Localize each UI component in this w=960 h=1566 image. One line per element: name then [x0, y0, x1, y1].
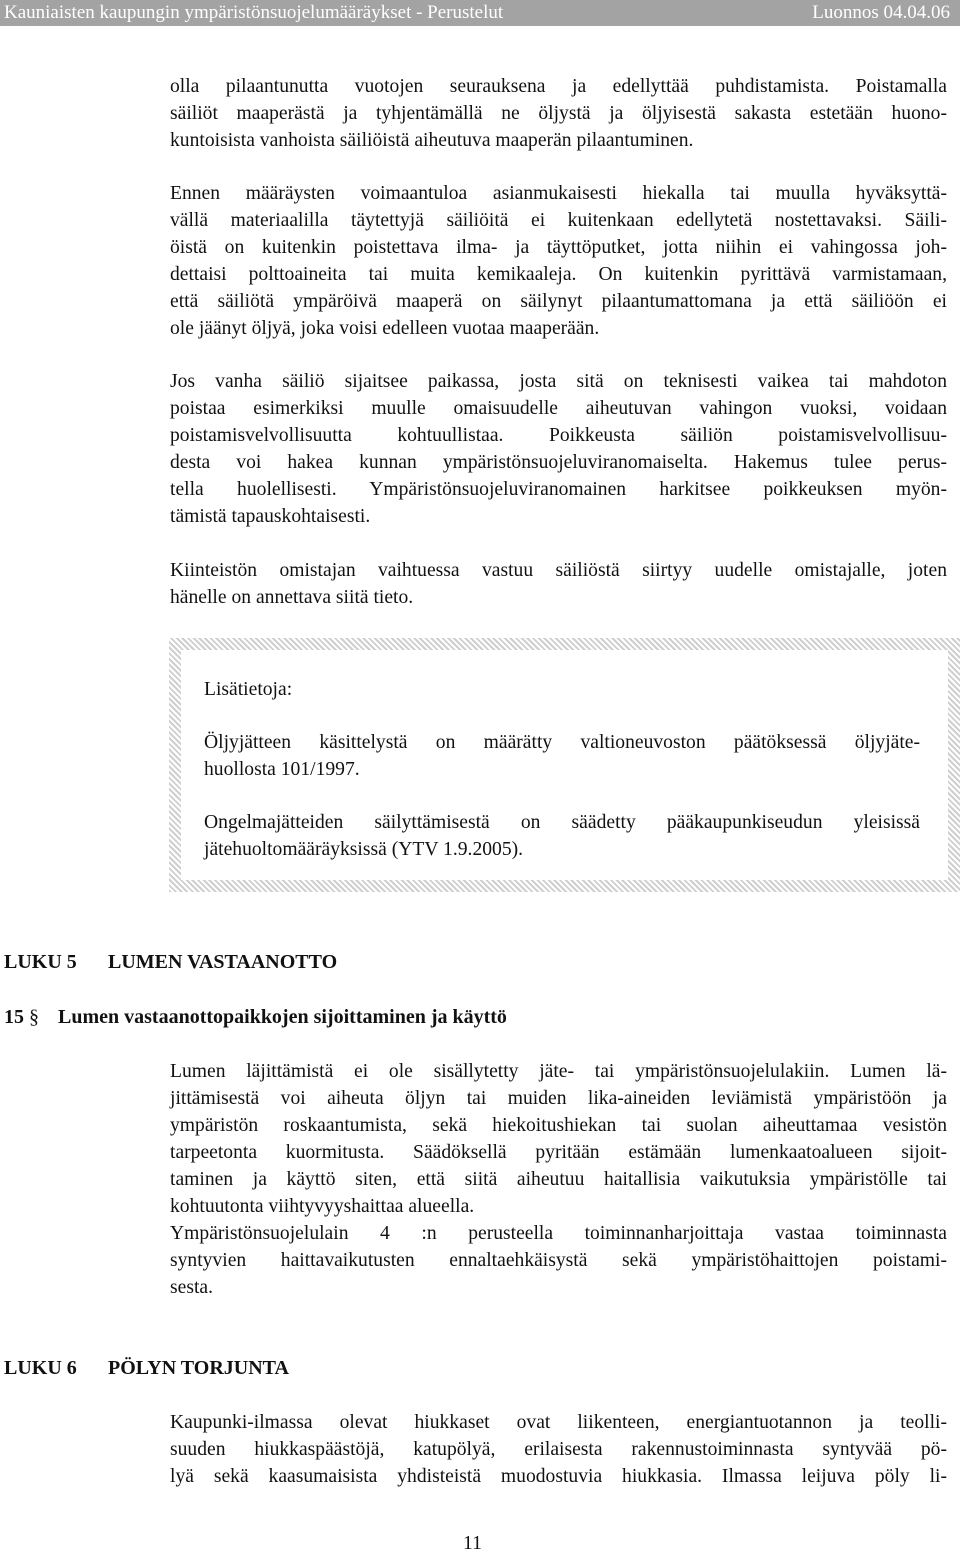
chapter-title: LUMEN VASTAANOTTO [108, 951, 338, 973]
text-line: ympäristön roskaantumista, sekä hiekoitushiekan tai suolan aiheuttamaa vesistön [170, 1115, 947, 1136]
text-line: Ennen määräysten voimaantuloa asianmukaisesti hiekalla tai muulla hyväksyttä- [170, 183, 947, 204]
section-15-heading [4, 1004, 507, 1031]
section-title: Lumen vastaanottopaikkojen sijoittaminen ja käyttö [58, 1006, 507, 1028]
text-line: tämistä tapauskohtaisesti. [170, 506, 371, 527]
text-line: Kiinteistön omistajan vaihtuessa vastuu säiliöstä siirtyy uudelle omistajalle, joten [170, 560, 947, 581]
paragraph-continued [170, 73, 947, 154]
text-line: sesta. [170, 1277, 213, 1298]
text-line: Ympäristönsuojelulain 4 :n perusteella toiminnanharjoittaja vastaa toiminnasta [170, 1223, 947, 1244]
section-sign-icon: § [29, 1006, 39, 1028]
additional-info-label: Lisätietoja: [204, 679, 293, 700]
text-line: lyä sekä kaasumaisista yhdisteistä muodostuvia hiukkasia. Ilmassa leijuva pöly li- [170, 1466, 947, 1487]
text-line: Öljyjätteen käsittelystä on määrätty valtioneuvoston päätöksessä öljyjäte- [204, 732, 920, 753]
text-line: olla pilaantunutta vuotojen seurauksena ja edellyttää puhdistamista. Poistamalla [170, 76, 947, 97]
text-line: Ongelmajätteiden säilyttämisestä on säädetty pääkaupunkiseudun yleisissä [204, 812, 920, 833]
text-line: tarpeetonta kuormitusta. Säädöksellä pyritään estämään lumenkaatoalueen sijoit- [170, 1142, 947, 1163]
text-line: suuden hiukkaspäästöjä, katupölyä, erilaisesta rakennustoiminnasta syntyvää pö- [170, 1439, 947, 1460]
text-line: että säiliötä ympäröivä maaperä on säilynyt pilaantumattomana ja että säiliöön ei [170, 291, 947, 312]
text-line: kohtuutonta viihtyvyyshaittaa alueella. [170, 1196, 475, 1217]
text-line: öistä on kuitenkin poistettava ilma- ja täyttöputket, jotta niihin ei vahingossa joh- [170, 237, 947, 258]
text-line: desta voi hakea kunnan ympäristönsuojeluviranomaiselta. Hakemus tulee perus- [170, 452, 947, 473]
paragraph-dust-sources [170, 1409, 947, 1490]
text-line: syntyvien haittavaikutusten ennaltaehkäisystä sekä ympäristöhaittojen poistami- [170, 1250, 947, 1271]
page-number: 11 [463, 1533, 482, 1554]
text-line: ole jäänyt öljyä, joka voisi edelleen vuotaa maaperään. [170, 318, 600, 339]
paragraph-ownership-change [170, 557, 947, 611]
text-line: taminen ja käyttö siten, että siitä aiheutuu haitallisia vaikutuksia ympäristölle tai [170, 1169, 947, 1190]
text-line: säiliöt maaperästä ja tyhjentämällä ne öljystä ja öljyisestä sakasta estetään huono- [170, 103, 947, 124]
text-line: kuntoisista vanhoista säiliöistä aiheutuva maaperän pilaantuminen. [170, 130, 694, 151]
paragraph-operator-responsibility [170, 1220, 947, 1301]
section-number: 15 § [4, 1006, 39, 1028]
text-line: Jos vanha säiliö sijaitsee paikassa, josta sitä on teknisesti vaikea tai mahdoton [170, 371, 947, 392]
text-line: poistaa esimerkiksi muulle omaisuudelle aiheutuvan vahingon vuoksi, voidaan [170, 398, 947, 419]
text-line: poistamisvelvollisuutta kohtuullistaa. Poikkeusta säiliön poistamisvelvollisuu- [170, 425, 947, 446]
running-header [0, 0, 960, 26]
info-item-oil-waste [204, 729, 920, 783]
text-line: Kaupunki-ilmassa olevat hiukkaset ovat liikenteen, energiantuotannon ja teolli- [170, 1412, 947, 1433]
text-line: huollosta 101/1997. [204, 759, 360, 780]
chapter-6-heading [4, 1355, 289, 1382]
text-line: vällä materiaalilla täytettyjä säiliöitä ei kuitenkaan edellytetä nostettavaksi. Säili- [170, 210, 947, 231]
text-line: dettaisi polttoaineita tai muita kemikaaleja. On kuitenkin pyrittävä varmistamaan, [170, 264, 947, 285]
text-line: jittämisestä voi aiheuta öljyn tai muiden lika-aineiden leviämistä ympäristöön ja [170, 1088, 947, 1109]
document-title: Kauniaisten kaupungin ympäristönsuojelumääräykset - Perustelut [4, 2, 504, 23]
chapter-5-heading [4, 949, 337, 976]
chapter-number: LUKU 5 [4, 951, 77, 973]
text-line: Lumen läjittämistä ei ole sisällytetty jäte- tai ympäristönsuojelulakiin. Lumen lä- [170, 1061, 947, 1082]
text-line: tella huolellisesti. Ympäristönsuojeluviranomainen harkitsee poikkeuksen myön- [170, 479, 947, 500]
text-line: jätehuoltomääräyksissä (YTV 1.9.2005). [204, 839, 524, 860]
info-item-hazardous-waste [204, 809, 920, 863]
paragraph-filled-tanks [170, 180, 947, 342]
text-line: hänelle on annettava siitä tieto. [170, 587, 414, 608]
paragraph-old-tank-exception [170, 368, 947, 530]
chapter-number: LUKU 6 [4, 1357, 77, 1379]
paragraph-snow-dumping [170, 1058, 947, 1220]
chapter-title: PÖLYN TORJUNTA [108, 1357, 289, 1379]
draft-date: Luonnos 04.04.06 [812, 2, 950, 23]
